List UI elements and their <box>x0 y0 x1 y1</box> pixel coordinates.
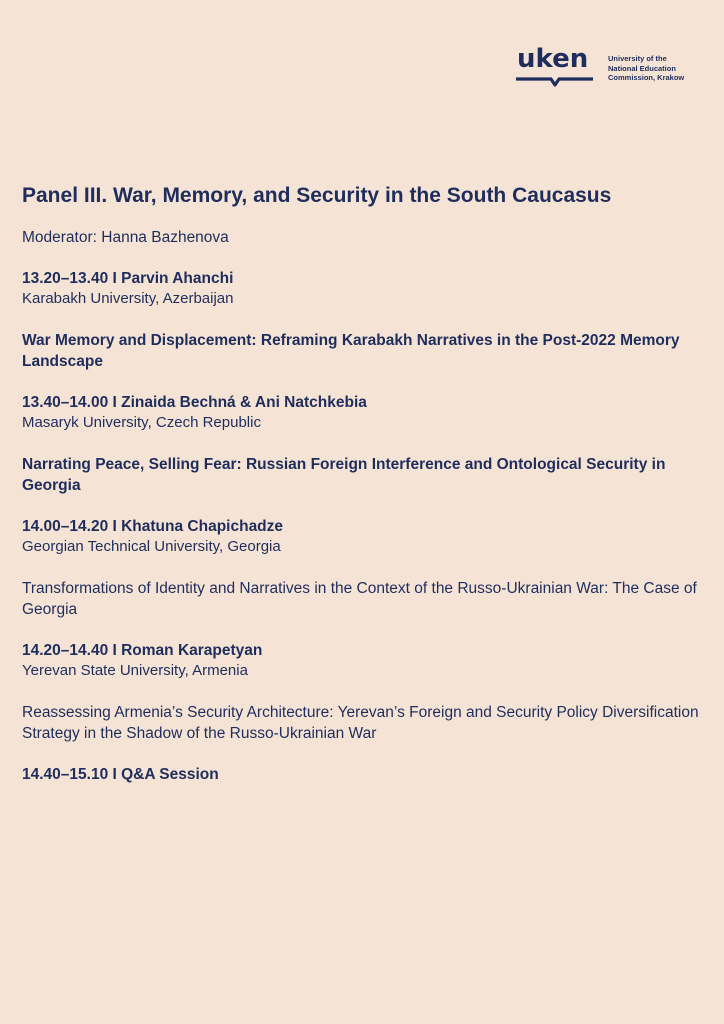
logo-book-icon <box>515 50 595 88</box>
logo-line-1: University of the <box>608 54 667 63</box>
talk-title: Transformations of Identity and Narratives in the Context of the Russo-Ukrainian War: The Case of Georgia <box>22 580 697 618</box>
logo-wordmark: uken <box>517 44 589 74</box>
slot-time-speaker: 14.00–14.20 I Khatuna Chapichadze <box>22 518 284 535</box>
slot-time-speaker: 13.40–14.00 I Zinaida Bechná & Ani Natchkebia <box>22 394 367 411</box>
slot-affiliation: Masaryk University, Czech Republic <box>22 414 261 431</box>
moderator: Moderator: Hanna Bazhenova <box>22 229 229 246</box>
talk-title: Narrating Peace, Selling Fear: Russian Foreign Interference and Ontological Security in Georgia <box>22 456 666 494</box>
logo-institution-name <box>608 54 708 83</box>
session-slot <box>22 641 702 681</box>
uken-logo <box>515 44 695 90</box>
slot-time-speaker: 14.20–14.40 I Roman Karapetyan <box>22 642 263 659</box>
talk-title: War Memory and Displacement: Reframing Karabakh Narratives in the Post-2022 Memory Landscape <box>22 332 680 370</box>
closing-session: 14.40–15.10 I Q&A Session <box>22 766 219 783</box>
session-slot <box>22 269 702 309</box>
session-slot <box>22 517 702 557</box>
slot-affiliation: Yerevan State University, Armenia <box>22 662 248 679</box>
programme-content <box>22 182 702 785</box>
slot-time-speaker: 13.20–13.40 I Parvin Ahanchi <box>22 270 234 287</box>
slot-affiliation: Karabakh University, Azerbaijan <box>22 290 234 307</box>
talk-title: Reassessing Armenia’s Security Architecture: Yerevan’s Foreign and Security Policy Diversification Strategy in the Shadow of the Russo-Ukrainian War <box>22 704 699 742</box>
logo-line-2: National Education <box>608 63 676 73</box>
panel-title: Panel III. War, Memory, and Security in the South Caucasus <box>22 184 612 207</box>
session-slot <box>22 393 702 433</box>
slot-affiliation: Georgian Technical University, Georgia <box>22 538 281 555</box>
logo-line-3: Commission, Krakow <box>608 73 685 82</box>
